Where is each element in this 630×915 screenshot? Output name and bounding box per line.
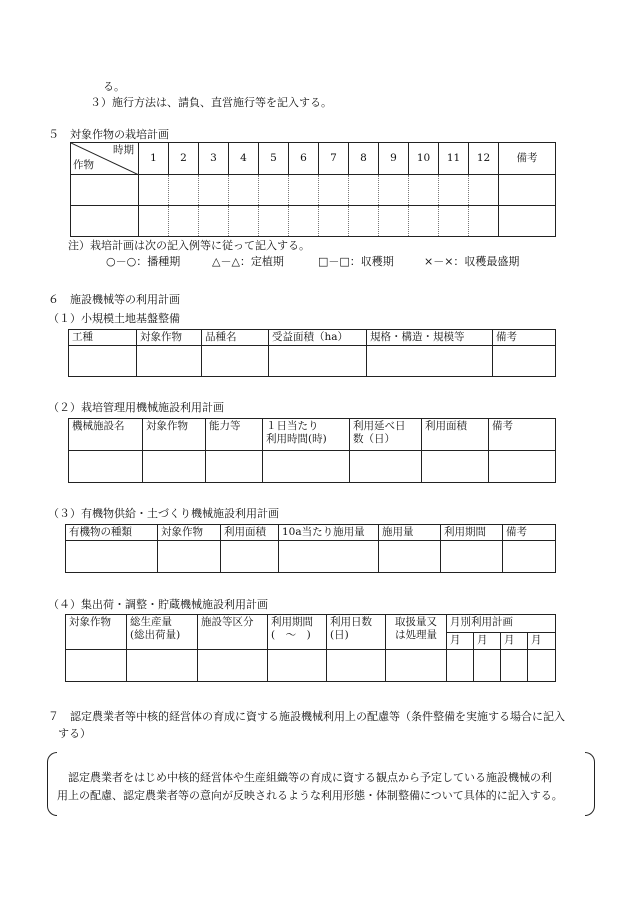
- section-7-body-line-1: 認定農業者をはじめ中核的経営体や生産組織等の育成に資する観点から予定している施設機械の利: [68, 771, 552, 784]
- table-cell[interactable]: [501, 650, 528, 682]
- table-cell[interactable]: [422, 451, 489, 483]
- col-header: １日当たり 利用時間(時): [263, 419, 350, 451]
- section-7-body-line-2: 用上の配慮、認定農業者等の意向が反映されるような利用形態・体制整備について具体的に記入する。: [57, 789, 563, 802]
- subsection-2-title: （２）栽培管理用機械施設利用計画: [48, 401, 224, 414]
- table-cell[interactable]: [528, 650, 556, 682]
- col-header: 対象作物: [158, 525, 221, 541]
- intro-line-1: る。: [103, 80, 125, 93]
- crop-cell[interactable]: [71, 206, 139, 237]
- table-cell[interactable]: [158, 541, 221, 573]
- table-cell[interactable]: [127, 650, 198, 682]
- table-cell[interactable]: [69, 451, 143, 483]
- organic-matter-table: [65, 524, 556, 573]
- remarks-cell[interactable]: [499, 175, 556, 206]
- intro-line-2: ３）施行方法は、請負、直営施行等を記入する。: [90, 96, 332, 109]
- crop-cell[interactable]: [71, 175, 139, 206]
- col-header: 備考: [489, 419, 556, 451]
- table-cell[interactable]: [137, 346, 202, 377]
- subsection-3-title: （３）有機物供給・土づくり機械施設利用計画: [48, 507, 279, 520]
- table-cell[interactable]: [379, 541, 441, 573]
- col-header: 備考: [503, 525, 556, 541]
- header-time-label: 時期: [113, 144, 134, 156]
- table-cell[interactable]: [263, 451, 350, 483]
- section-5-heading: ５ 対象作物の栽培計画: [48, 128, 169, 141]
- table-cell[interactable]: [474, 650, 501, 682]
- month-header: 10: [409, 143, 439, 175]
- month-cell: 月: [501, 633, 528, 650]
- col-header: 取扱量又 は処理量: [386, 615, 447, 650]
- legend-peak-harvest: ×－×：収穫最盛期: [424, 255, 520, 268]
- col-header: 機械施設名: [69, 419, 143, 451]
- header-crop-label: 作物: [73, 158, 94, 171]
- month-header: 4: [229, 143, 259, 175]
- table-row: [69, 451, 556, 483]
- col-header: 対象作物: [66, 615, 127, 650]
- table-cell[interactable]: [327, 650, 386, 682]
- col-header: 10a当たり施用量: [279, 525, 379, 541]
- col-header: 総生産量 (総出荷量): [127, 615, 198, 650]
- table-cell[interactable]: [447, 650, 474, 682]
- table-cell[interactable]: [268, 650, 327, 682]
- right-bracket: [585, 752, 595, 816]
- col-header: 利用延べ日 数（日）: [350, 419, 422, 451]
- col-header: 施設等区分: [198, 615, 268, 650]
- table-row: [71, 206, 556, 237]
- table-cell[interactable]: [350, 451, 422, 483]
- month-header: 6: [289, 143, 319, 175]
- section-5-note: 注）栽培計画は次の記入例等に従って記入する。: [68, 239, 310, 252]
- col-header: 月別利用計画: [447, 615, 556, 633]
- table-cell[interactable]: [279, 541, 379, 573]
- month-header: 7: [319, 143, 349, 175]
- table-row: [66, 541, 556, 573]
- table-cell[interactable]: [143, 451, 206, 483]
- col-header: 受益面積（ha）: [269, 330, 367, 346]
- section-7-heading-line-1: ７ 認定農業者等中核的経営体の育成に資する施設機械利用上の配慮等（条件整備を実施する場合に記入: [48, 710, 565, 723]
- subsection-1-title: （１）小規模土地基盤整備: [48, 312, 180, 325]
- month-header: 9: [379, 143, 409, 175]
- col-header: 備考: [493, 330, 556, 346]
- land-improvement-table: [68, 329, 556, 377]
- col-header: 利用面積: [422, 419, 489, 451]
- shipping-storage-table: [65, 614, 556, 682]
- table-cell[interactable]: [493, 346, 556, 377]
- section-6-heading: ６ 施設機械等の利用計画: [48, 293, 180, 306]
- legend-sowing: ○－○：播種期: [106, 255, 181, 268]
- table-row: [66, 650, 556, 682]
- col-header: 有機物の種類: [66, 525, 158, 541]
- table-cell[interactable]: [69, 346, 137, 377]
- table-row: [69, 346, 556, 377]
- col-header: 施用量: [379, 525, 441, 541]
- month-cell: 月: [528, 633, 556, 650]
- section-7-heading-line-2: する）: [58, 727, 91, 740]
- table-cell[interactable]: [386, 650, 447, 682]
- remarks-cell[interactable]: [499, 206, 556, 237]
- table-cell[interactable]: [269, 346, 367, 377]
- col-header: 対象作物: [137, 330, 202, 346]
- table-cell[interactable]: [367, 346, 493, 377]
- table-cell[interactable]: [66, 650, 127, 682]
- month-cell: 月: [474, 633, 501, 650]
- month-header: 12: [469, 143, 499, 175]
- table-cell[interactable]: [503, 541, 556, 573]
- table-cell[interactable]: [198, 650, 268, 682]
- col-header: 利用期間: [441, 525, 503, 541]
- col-header: 工種: [69, 330, 137, 346]
- month-header: 5: [259, 143, 289, 175]
- month-header: 3: [199, 143, 229, 175]
- remarks-header: 備考: [499, 143, 556, 175]
- legend-planting: △－△：定植期: [212, 255, 284, 268]
- month-header: 11: [439, 143, 469, 175]
- col-header: 利用日数 (日): [327, 615, 386, 650]
- table-cell[interactable]: [202, 346, 269, 377]
- col-header: 対象作物: [143, 419, 206, 451]
- header-diagonal-cell: [71, 143, 139, 175]
- table-cell[interactable]: [206, 451, 263, 483]
- col-header: 品種名: [202, 330, 269, 346]
- table-cell[interactable]: [489, 451, 556, 483]
- subsection-4-title: （４）集出荷・調整・貯蔵機械施設利用計画: [48, 598, 268, 611]
- table-row: [71, 175, 556, 206]
- table-cell[interactable]: [221, 541, 279, 573]
- month-cell: 月: [447, 633, 474, 650]
- table-cell[interactable]: [66, 541, 158, 573]
- legend-harvest: □－□：収穫期: [318, 255, 394, 268]
- month-header: 8: [349, 143, 379, 175]
- col-header: 利用期間 ( ～ ): [268, 615, 327, 650]
- month-header: 1: [139, 143, 169, 175]
- cultivation-machinery-table: [68, 418, 556, 483]
- month-header: 2: [169, 143, 199, 175]
- cultivation-plan-table: [70, 142, 556, 237]
- col-header: 規格・構造・規模等: [367, 330, 493, 346]
- col-header: 能力等: [206, 419, 263, 451]
- left-bracket: [47, 752, 57, 816]
- col-header: 利用面積: [221, 525, 279, 541]
- table-cell[interactable]: [441, 541, 503, 573]
